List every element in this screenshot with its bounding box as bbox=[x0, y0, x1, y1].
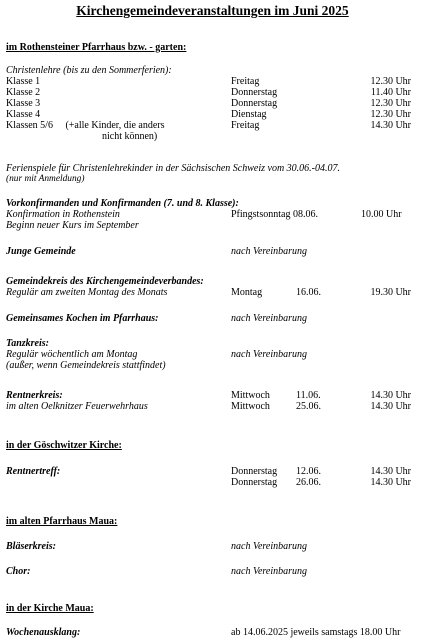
row-time: 12.30 Uhr bbox=[370, 98, 411, 109]
rentner-label: Rentnerkreis: bbox=[6, 390, 63, 401]
row-day: Donnerstag bbox=[231, 87, 278, 98]
rentner-date-1: 11.06. bbox=[296, 390, 321, 401]
blaeser-info: nach Vereinbarung bbox=[231, 541, 308, 552]
gemeindekreis-date: 16.06. bbox=[296, 287, 321, 298]
gemeindekreis-text: Regulär am zweiten Montag des Monats bbox=[6, 287, 168, 298]
blaeser-row bbox=[6, 541, 418, 552]
chor-label: Chor: bbox=[6, 566, 31, 577]
rentner-row-2 bbox=[6, 401, 418, 412]
rentnertreff-time-2: 14.30 Uhr bbox=[370, 477, 411, 488]
schedule-row bbox=[6, 87, 418, 98]
chor-row bbox=[6, 566, 418, 577]
rentnertreff-day-1: Donnerstag bbox=[231, 466, 278, 477]
row-name: Klasse 3 bbox=[6, 98, 41, 109]
row-day: Donnerstag bbox=[231, 98, 278, 109]
section-heading-rothenstein bbox=[6, 42, 418, 53]
rentnertreff-time-1: 14.30 Uhr bbox=[370, 466, 411, 477]
page-title: Kirchengemeindeveranstaltungen im Juni 2025 bbox=[76, 3, 349, 18]
rentnertreff-row-2 bbox=[6, 477, 418, 488]
vorkon-label: Vorkonfirmanden und Konfirmanden (7. und 8. Klasse): bbox=[6, 198, 239, 209]
ferien-text: Ferienspiele für Christenlehrekinder in der Sächsischen Schweiz vom 30.06.-04.07. bbox=[6, 163, 341, 174]
ferien-row bbox=[6, 163, 418, 174]
row-day: Freitag bbox=[231, 76, 260, 87]
tanz-row-2 bbox=[6, 360, 418, 371]
row-name-continuation: nicht können) bbox=[102, 131, 158, 142]
ferien-note-row bbox=[6, 174, 418, 185]
row-time: 12.30 Uhr bbox=[370, 109, 411, 120]
row-name: Klasse 2 bbox=[6, 87, 41, 98]
rentnertreff-day-2: Donnerstag bbox=[231, 477, 278, 488]
schedule-row bbox=[6, 98, 418, 109]
tanz-text-2: (außer, wenn Gemeindekreis stattfindet) bbox=[6, 360, 166, 371]
vorkon-time: 10.00 Uhr bbox=[361, 209, 402, 220]
wochenausklang-label: Wochenausklang: bbox=[6, 627, 81, 638]
schedule-row-continuation bbox=[6, 131, 418, 142]
section-heading-maua-pfarrhaus bbox=[6, 516, 418, 527]
rentner-day-2: Mittwoch bbox=[231, 401, 270, 412]
gemeindekreis-row bbox=[6, 287, 418, 298]
christenlehre-label: Christenlehre (bis zu den Sommerferien): bbox=[6, 65, 172, 76]
gemeindekreis-label: Gemeindekreis des Kirchengemeindeverbandes: bbox=[6, 276, 204, 287]
rentnertreff-label: Rentnertreff: bbox=[6, 466, 61, 477]
schedule-row bbox=[6, 120, 418, 131]
kochen-label: Gemeinsames Kochen im Pfarrhaus: bbox=[6, 313, 159, 324]
tanz-row bbox=[6, 349, 418, 360]
rentner-date-2: 25.06. bbox=[296, 401, 321, 412]
rentnertreff-date-1: 12.06. bbox=[296, 466, 321, 477]
tanz-info: nach Vereinbarung bbox=[231, 349, 308, 360]
schedule-row bbox=[6, 109, 418, 120]
rentnertreff-row bbox=[6, 466, 418, 477]
blaeser-label: Bläserkreis: bbox=[6, 541, 56, 552]
row-time: 14.30 Uhr bbox=[370, 120, 411, 131]
kochen-row bbox=[6, 313, 418, 324]
wochenausklang-info: ab 14.06.2025 jeweils samstags 18.00 Uhr bbox=[231, 627, 401, 638]
row-time: 11.40 Uhr bbox=[370, 87, 411, 98]
vorkon-text: Konfirmation in Rothenstein bbox=[6, 209, 120, 220]
rentner-time-2: 14.30 Uhr bbox=[370, 401, 411, 412]
section-heading-goeschwitz bbox=[6, 440, 418, 451]
vorkon-label-row bbox=[6, 198, 418, 209]
junge-info: nach Vereinbarung bbox=[231, 246, 308, 257]
section-heading-text: im alten Pfarrhaus Maua: bbox=[6, 516, 118, 527]
row-name: Klasse 4 bbox=[6, 109, 41, 120]
chor-info: nach Vereinbarung bbox=[231, 566, 308, 577]
junge-label: Junge Gemeinde bbox=[6, 246, 76, 257]
row-day: Freitag bbox=[231, 120, 260, 131]
vorkon-text-2: Beginn neuer Kurs im September bbox=[6, 220, 139, 231]
schedule-row bbox=[6, 76, 418, 87]
rentner-location: im alten Oelknitzer Feuerwehrhaus bbox=[6, 401, 148, 412]
tanz-label: Tanzkreis: bbox=[6, 338, 49, 349]
row-time: 12.30 Uhr bbox=[370, 76, 411, 87]
wochenausklang-row bbox=[6, 627, 418, 638]
kochen-info: nach Vereinbarung bbox=[231, 313, 308, 324]
section-heading-text: in der Göschwitzer Kirche: bbox=[6, 440, 122, 451]
gemeindekreis-time: 19.30 Uhr bbox=[370, 287, 411, 298]
section-heading-text: in der Kirche Maua: bbox=[6, 603, 94, 614]
vorkon-row-2 bbox=[6, 220, 418, 231]
rentnertreff-date-2: 26.06. bbox=[296, 477, 321, 488]
christenlehre-label-row bbox=[6, 65, 418, 76]
row-day: Dienstag bbox=[231, 109, 267, 120]
vorkon-day: Pfingstsonntag 08.06. bbox=[231, 209, 318, 220]
rentner-time-1: 14.30 Uhr bbox=[370, 390, 411, 401]
section-heading-maua-kirche bbox=[6, 603, 418, 614]
row-name: Klasse 1 bbox=[6, 76, 41, 87]
rentner-row bbox=[6, 390, 418, 401]
ferien-note: (nur mit Anmeldung) bbox=[6, 174, 85, 184]
rentner-day-1: Mittwoch bbox=[231, 390, 270, 401]
gemeindekreis-day: Montag bbox=[231, 287, 263, 298]
row-name: Klassen 5/6 (+alle Kinder, die anders bbox=[6, 120, 165, 131]
gemeindekreis-label-row bbox=[6, 276, 418, 287]
junge-row bbox=[6, 246, 418, 257]
tanz-text: Regulär wöchentlich am Montag bbox=[6, 349, 138, 360]
section-heading-text: im Rothensteiner Pfarrhaus bzw. - garten: bbox=[6, 42, 187, 53]
tanz-label-row bbox=[6, 338, 418, 349]
vorkon-row bbox=[6, 209, 418, 220]
